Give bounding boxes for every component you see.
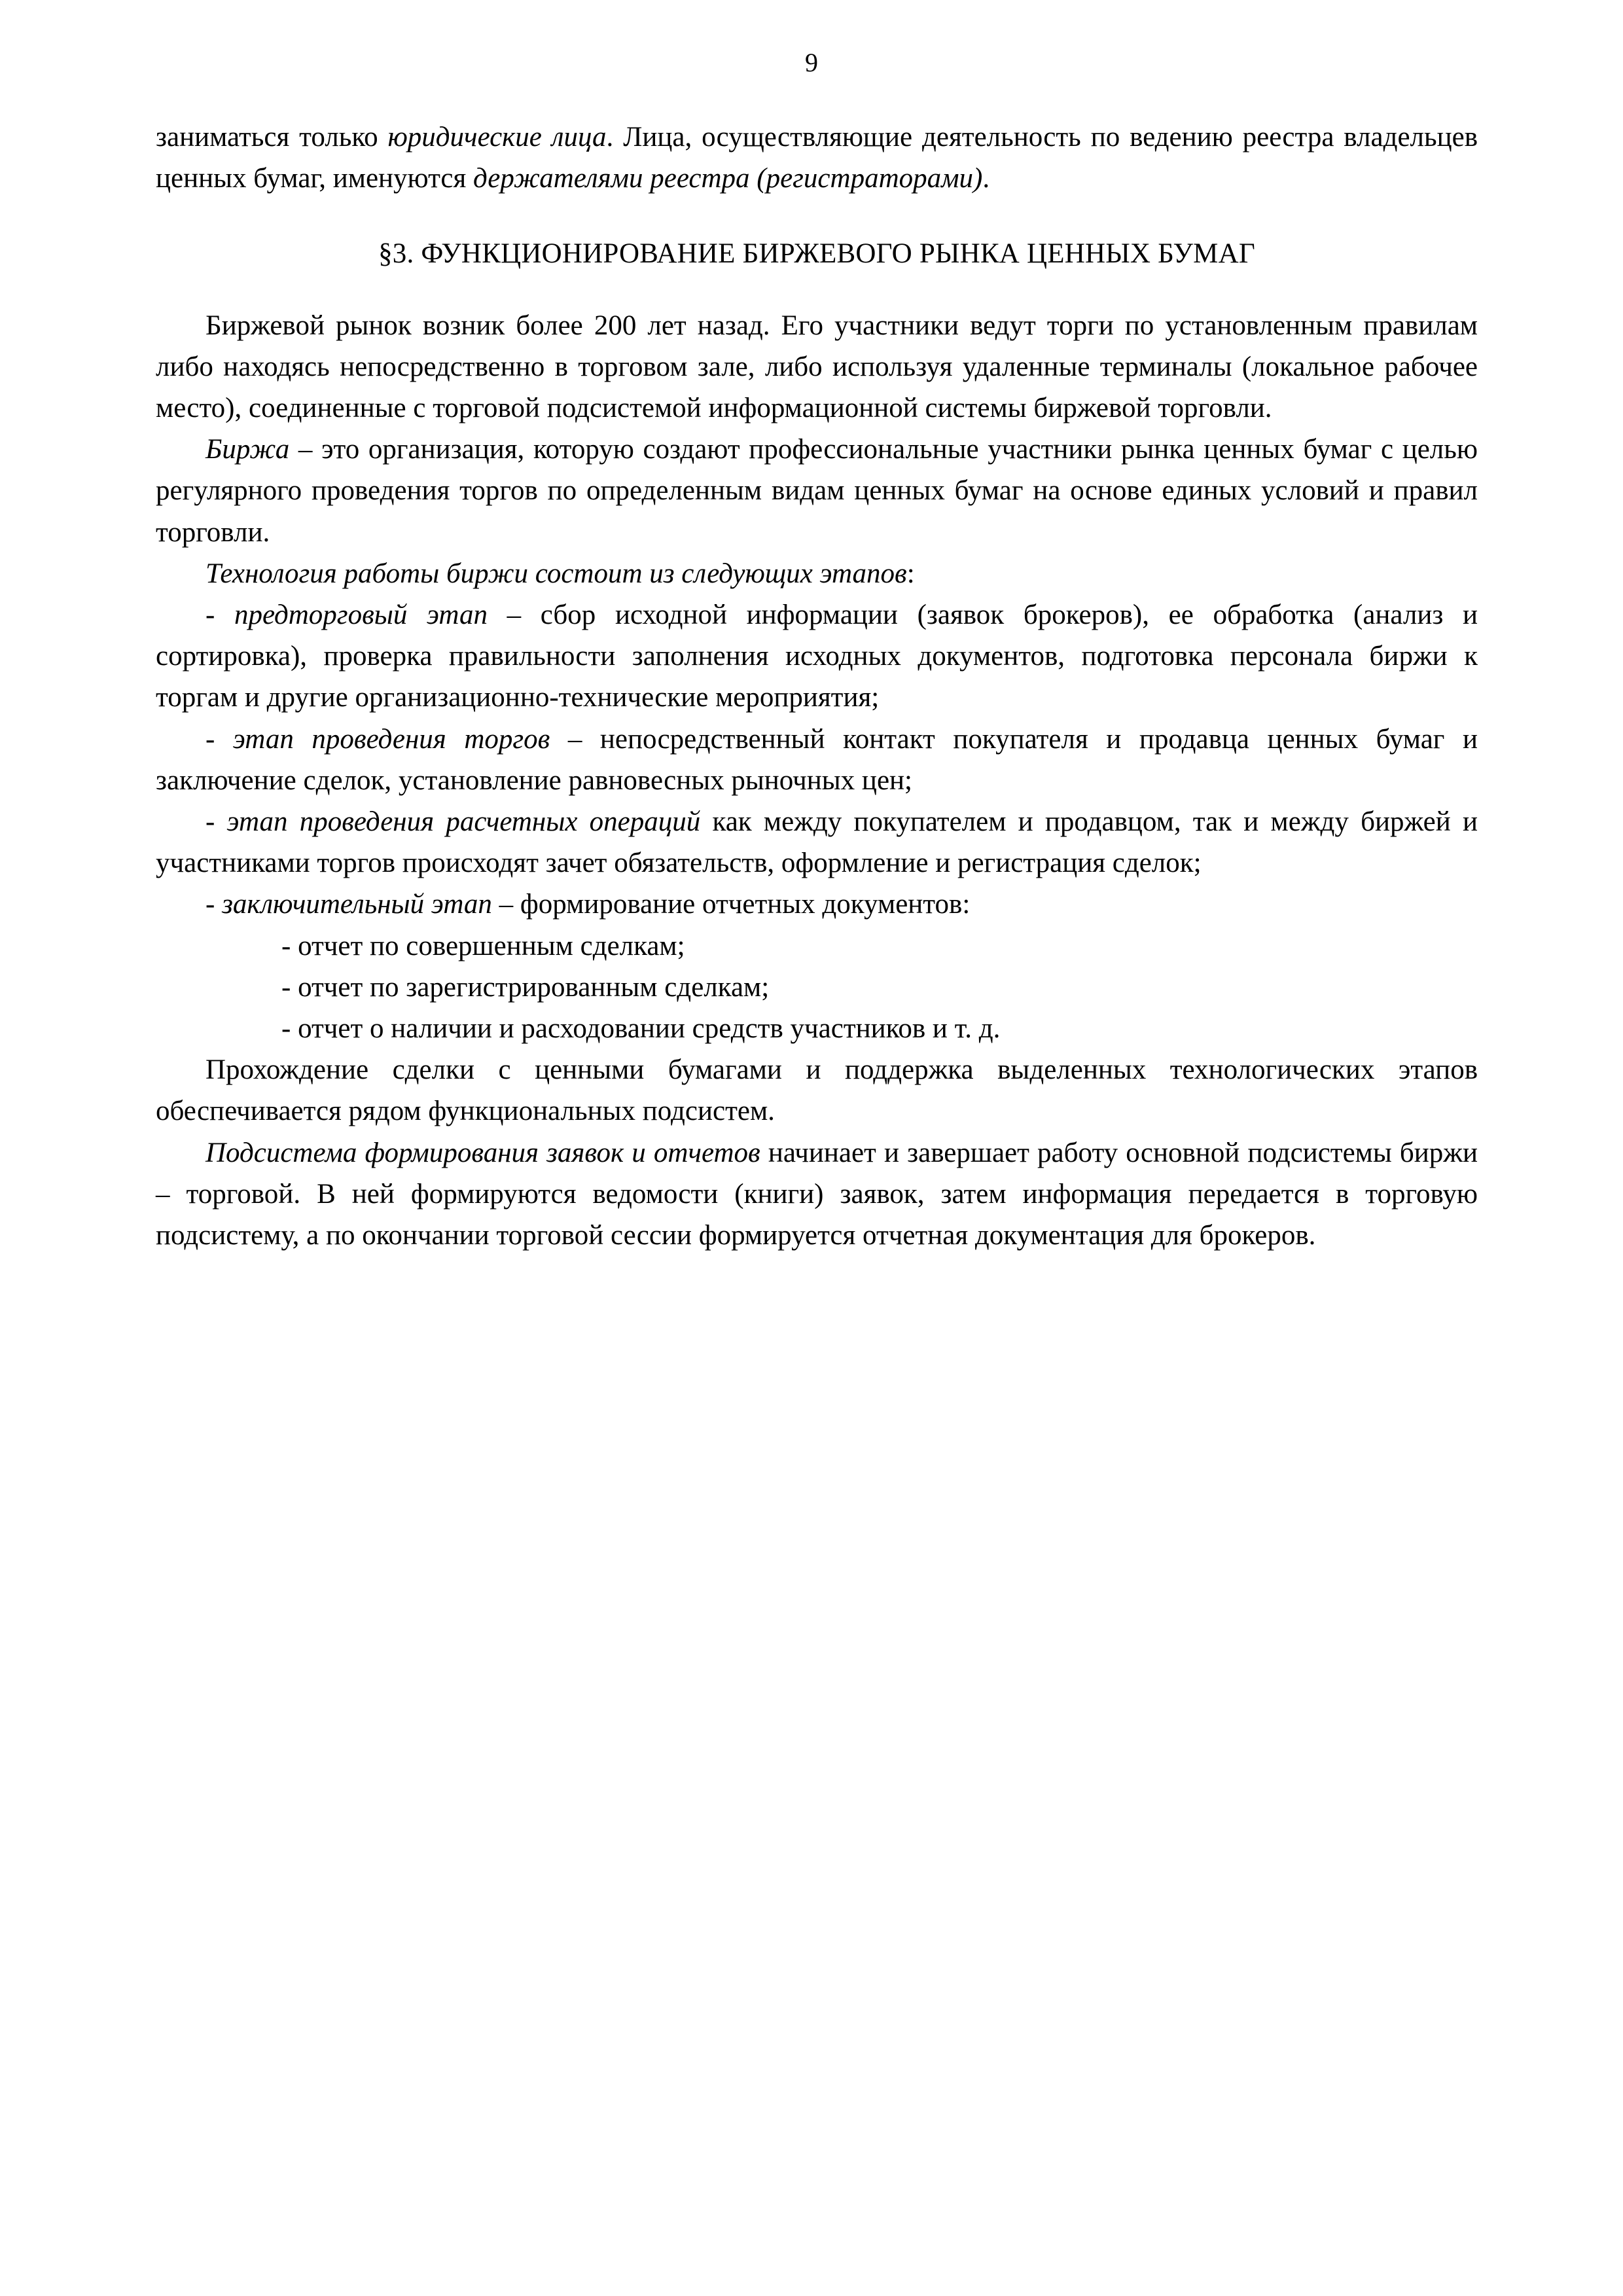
paragraph-intro: [156, 117, 1478, 199]
text-run: начинает и завершает работу основной подсистемы биржи – торговой. В ней формируются ведомости (книги) заявок, затем информация передается в торговую подсистему, а по окончании торговой сессии формируется отчетная документация для брокеров.: [156, 1137, 1478, 1251]
text-run: – формирование отчетных документов:: [491, 889, 971, 920]
text-run: – это организация, которую создают профессиональные участники рынка ценных бумаг с целью регулярного проведения торгов по определенным видам ценных бумаг на основе единых условий и правил торговли.: [156, 434, 1478, 548]
text-run: как между покупателем и продавцом, так и между биржей и участниками торгов происходят зачет обязательств, оформление и регистрация сделок;: [156, 806, 1478, 879]
text-run: -: [205, 723, 233, 755]
text-run-italic: этап проведения расчетных операций: [226, 806, 701, 838]
text-run-italic: Технология работы биржи состоит из следующих этапов: [205, 558, 907, 589]
text-run: Биржевой рынок возник более 200 лет назад. Его участники ведут торги по установленным правилам либо находясь непосредственно в торговом зале, либо используя удаленные терминалы (локальное рабочее место), соединенные с торговой подсистемой информационной системы биржевой торговли.: [156, 310, 1478, 424]
text-run: . Лица, осуществляющие деятельность по ведению реестра владельцев ценных бумаг, именуются: [156, 122, 1478, 194]
list-item: - отчет о наличии и расходовании средств участников и т. д.: [281, 1013, 1001, 1045]
section-heading: §3. ФУНКЦИОНИРОВАНИЕ БИРЖЕВОГО РЫНКА ЦЕННЫХ БУМАГ: [378, 238, 1255, 270]
paragraph-stage-trading: [156, 719, 1478, 801]
text-run-italic: Подсистема формирования заявок и отчетов: [205, 1137, 760, 1168]
text-run: -: [205, 600, 234, 631]
text-run: Прохождение сделки с ценными бумагами и поддержка выделенных технологических этапов обеспечивается рядом функциональных подсистем.: [156, 1054, 1478, 1127]
paragraph-stage-settlement: [156, 801, 1478, 884]
text-run-italic: держателями реестра (регистраторами): [473, 163, 983, 194]
report-list: [156, 925, 1478, 1050]
text-run: заниматься только: [156, 122, 388, 152]
paragraph-subsystem: [156, 1132, 1478, 1257]
text-run: -: [205, 889, 223, 920]
text-run-italic: Биржа: [205, 434, 290, 465]
paragraph-deal-flow: [156, 1049, 1478, 1132]
paragraph-exchange-market: [156, 305, 1478, 429]
text-run-italic: юридические лица: [387, 122, 607, 152]
paragraph-stage-final: [156, 884, 1478, 925]
list-item: - отчет по зарегистрированным сделкам;: [281, 971, 770, 1003]
text-run: .: [982, 163, 990, 194]
text-run: -: [205, 806, 227, 838]
text-run: – сбор исходной информации (заявок брокеров), ее обработка (анализ и сортировка), проверка правильности заполнения исходных документов, подготовка персонала биржи к торгам и другие организационно-технические мероприятия;: [156, 600, 1478, 713]
page-number: 9: [805, 48, 818, 77]
text-run-italic: заключительный этап: [222, 889, 492, 920]
paragraph-stage-pretrade: [156, 594, 1478, 719]
text-run: – непосредственный контакт покупателя и продавца ценных бумаг и заключение сделок, установление равновесных рыночных цен;: [156, 723, 1478, 796]
text-run-italic: этап проведения торгов: [232, 723, 550, 755]
paragraph-exchange-definition: [156, 429, 1478, 553]
text-run-italic: предторговый этап: [234, 600, 488, 631]
page-body: [156, 117, 1478, 1256]
list-item: - отчет по совершенным сделкам;: [281, 930, 685, 961]
paragraph-technology-lead: [156, 553, 1478, 594]
text-run: :: [906, 558, 915, 589]
